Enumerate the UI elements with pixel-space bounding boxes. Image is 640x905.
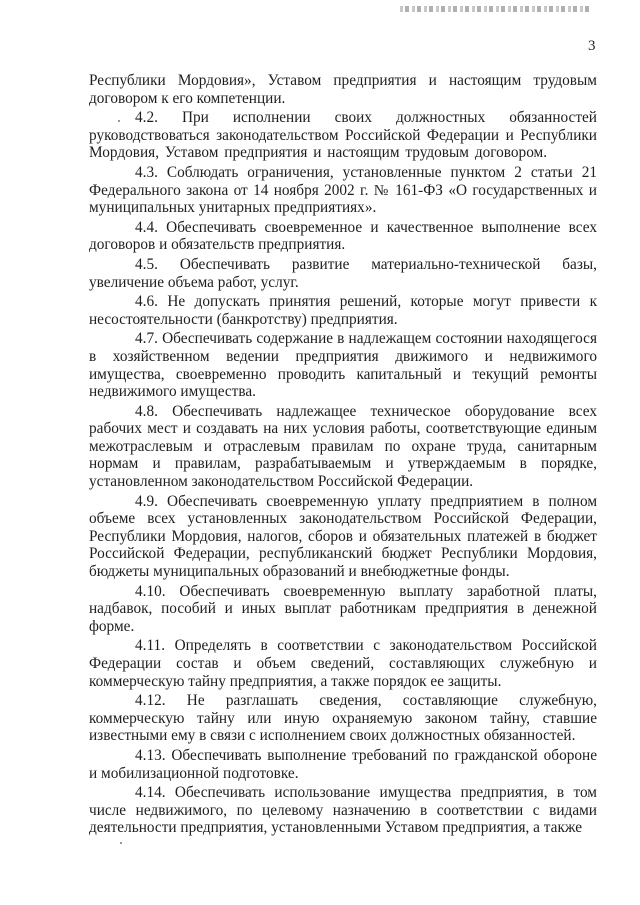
paragraph: 4.4. Обеспечивать своевременное и качественное выполнение всех договоров и обязательств предприятия. xyxy=(89,218,597,254)
paragraph: 4.12. Не разглашать сведения, составляющие служебную, коммерческую тайну или иную охраняемую законом тайну, ставшие известными ему в связи с исполнением своих должностных обязанностей. xyxy=(89,692,597,745)
paragraph: 4.10. Обеспечивать своевременную выплату заработной платы, надбавок, пособий и иных выплат работникам предприятия в денежной форме. xyxy=(89,582,597,635)
paragraph: 4.8. Обеспечивать надлежащее техническое оборудование всех рабочих мест и создавать на них условия работы, соответствующие единым межотраслевым и отраслевым правилам по охране труда, санитарным нормам и правилам, разрабатываемым и утверждаемым в порядке, установленном законодательством Российской Федерации. xyxy=(89,402,597,491)
page-number: 3 xyxy=(588,38,596,54)
paragraph: 4.6. Не допускать принятия решений, которые могут привести к несостоятельности (банкротству) предприятия. xyxy=(89,293,597,328)
paragraph: 4.11. Определять в соответствии с законодательством Российской Федерации состав и объем сведений, составляющих служебную и коммерческую тайну предприятия, а также порядок ее защиты. xyxy=(89,637,597,690)
document-body xyxy=(89,72,597,839)
paragraph: 4.5. Обеспечивать развитие материально-технической базы, увеличение объема работ, услуг. xyxy=(89,255,597,291)
paragraph: 4.2. При исполнении своих должностных обязанностей руководствоваться законодательством Российской Федерации и Республики Мордовия, Уставом предприятия и настоящим трудовым договором. xyxy=(89,109,597,162)
paragraph: 4.13. Обеспечивать выполнение требований по гражданской обороне и мобилизационной подготовке. xyxy=(89,746,597,782)
paragraph: 4.3. Соблюдать ограничения, установленные пунктом 2 статьи 21 Федерального закона от 14 ноября 2002 г. № 161-ФЗ «О государственных и муниципальных унитарных предприятиях». xyxy=(89,163,597,217)
scan-speck xyxy=(118,120,120,122)
paragraph: 4.7. Обеспечивать содержание в надлежащем состоянии находящегося в хозяйственном ведении предприятия движимого и недвижимого имущества, своевременно проводить капитальный и текущий ремонты недвижимого имущества. xyxy=(89,330,597,401)
paragraph: Республики Мордовия», Уставом предприятия и настоящим трудовым договором к его компетенции. xyxy=(89,72,597,107)
scan-speck xyxy=(120,842,122,844)
paragraph: 4.14. Обеспечивать использование имущества предприятия, в том числе недвижимого, по целевому назначению в соответствии с видами деятельности предприятия, установленными Уставом предприятия, а также xyxy=(89,784,597,837)
scan-artifact xyxy=(400,6,590,12)
paragraph: 4.9. Обеспечивать своевременную уплату предприятием в полном объеме всех установленных законодательством Российской Федерации, Республики Мордовия, налогов, сборов и обязательных платежей в бюджет Российской Федерации, республиканский бюджет Республики Мордовия, бюджеты муниципальных образований и внебюджетные фонды. xyxy=(89,492,597,581)
